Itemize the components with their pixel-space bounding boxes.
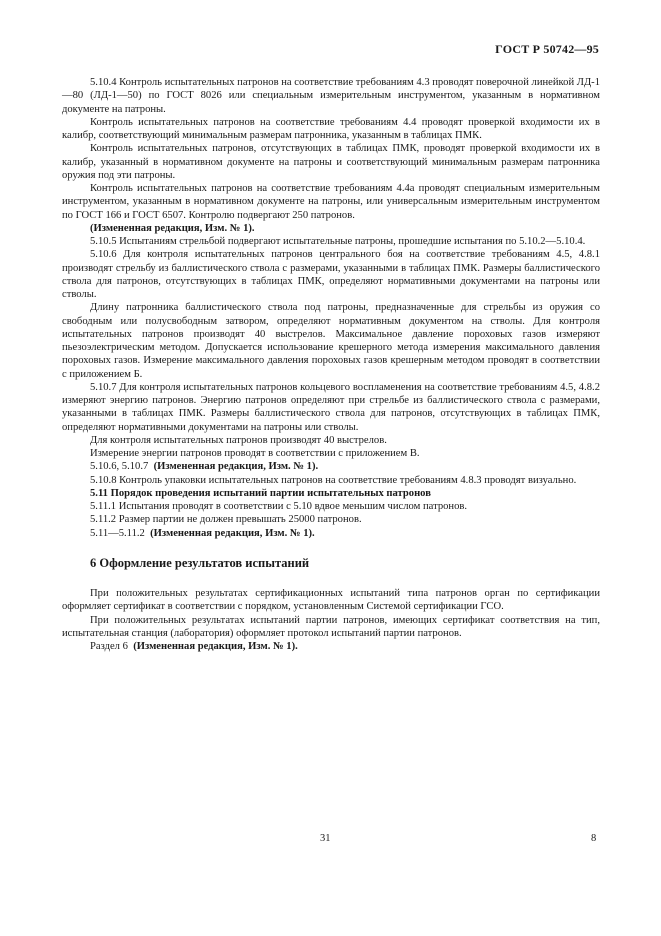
paragraph: Для контроля испытательных патронов производят 40 выстрелов.	[90, 434, 387, 446]
sheet-number: 8	[591, 833, 597, 844]
paragraph-5-11-2: 5.11.2 Размер партии не должен превышать 25000 патронов.	[90, 514, 362, 526]
paragraph: Измерение энергии патронов проводят в соответствии с приложением В.	[90, 448, 420, 459]
paragraph-5-10-5: 5.10.5 Испытаниям стрельбой подвергают испытательные патроны, прошедшие испытания по 5.10.2—5.10.4.	[90, 236, 586, 247]
paragraph: При положительных результатах испытаний партии патронов, имеющих сертификат соответствия на тип, испытательная станция (лаборатория) оформляет протокол испытаний партии патронов.	[62, 614, 600, 639]
paragraph-5-10-4: 5.10.4 Контроль испытательных патронов на соответствие требованиям 4.3 проводят поверочной линейкой ЛД-1—80 (ЛД-1—50) по ГОСТ 8026 или специальным измерительным инструментом, указанным в нормативном документе на патроны.	[62, 77, 600, 115]
document-body	[62, 76, 600, 653]
paragraph: Контроль испытательных патронов на соответствие требованиям 4.4а проводят специальным измерительным инструментом, указанным в нормативном документе на патроны, или универсальным измерительным инструментом по ГОСТ 166 и ГОСТ 6507. Контролю подвергают 250 патронов.	[62, 183, 600, 221]
amendment-line	[62, 640, 600, 653]
paragraph-5-11-1: 5.11.1 Испытания проводят в соответствии с 5.10 вдвое меньшим числом патронов.	[90, 501, 468, 512]
amendment-ref: Раздел 6	[90, 641, 128, 652]
amendment-note: (Измененная редакция, Изм. № 1).	[153, 461, 319, 473]
amendment-note: (Измененная редакция, Изм. № 1).	[133, 641, 298, 652]
paragraph-5-10-6: 5.10.6 Для контроля испытательных патронов центрального боя на соответствие требованиям 4.5, 4.8.1 производят стрельбу из баллистического ствола с размерами, указанными в таблицах ПМК. Размеры баллистического ствола для патронов, отсутствующих в таблицах ПМК, определяют нормативными документами на патроны или стволы.	[62, 249, 600, 300]
amendment-line	[62, 527, 600, 540]
amendment-ref: 5.11—5.11.2	[90, 527, 145, 539]
paragraph-5-10-8: 5.10.8 Контроль упаковки испытательных патронов на соответствие требованиям 4.8.3 проводят визуально.	[90, 474, 577, 486]
paragraph: Контроль испытательных патронов, отсутствующих в таблицах ПМК, проводят проверкой входимости их в калибр, указанный в нормативном документе на патроны и соответствующий минимальным размерам патронника оружия под эти патроны.	[62, 143, 600, 181]
section-heading-6: 6 Оформление результатов испытаний	[90, 555, 310, 570]
amendment-ref: 5.10.6, 5.10.7	[90, 461, 149, 473]
paragraph: При положительных результатах сертификационных испытаний типа патронов орган по сертификации оформляет сертификат в соответствии с порядком, установленным Системой сертификации ГСО.	[62, 588, 600, 613]
subsection-heading-5-11: 5.11 Порядок проведения испытаний партии испытательных патронов	[90, 487, 431, 499]
paragraph: Длину патронника баллистического ствола под патроны, предназначенные для стрельбы из оружия со свободным или полусвободным затвором, определяют нормативным документом на стволы. Для контроля испытательных патронов производят 40 выстрелов. Максимальное давление пороховых газов измеряют пьезоэлектрическим методом. Допускается использование крешерного метода измерения максимального давления пороховых газов. Измерение максимального давления пороховых газов крешерным методом проводят в соответствии с приложением Б.	[62, 302, 600, 380]
amendment-line	[62, 460, 600, 473]
paragraph: Контроль испытательных патронов на соответствие требованиям 4.4 проводят проверкой входимости их в калибр, соответствующий минимальным размерам патронника, указанным в таблицах ПМК.	[62, 116, 600, 141]
page-number: 31	[320, 833, 331, 844]
amendment-note: (Измененная редакция, Изм. № 1).	[150, 527, 315, 539]
amendment-note: (Измененная редакция, Изм. № 1).	[90, 222, 255, 234]
document-code-header: ГОСТ Р 50742—95	[495, 42, 599, 56]
paragraph-5-10-7: 5.10.7 Для контроля испытательных патронов кольцевого воспламенения на соответствие требованиям 4.5, 4.8.2 измеряют энергию патронов. Энергию патронов определяют при стрельбе из баллистического ствола с размерами, указанными в таблицах ПМК. Размеры баллистического ствола для патронов, отсутствующих в таблицах ПМК, определяют нормативными документами на патроны или стволы.	[62, 381, 600, 433]
